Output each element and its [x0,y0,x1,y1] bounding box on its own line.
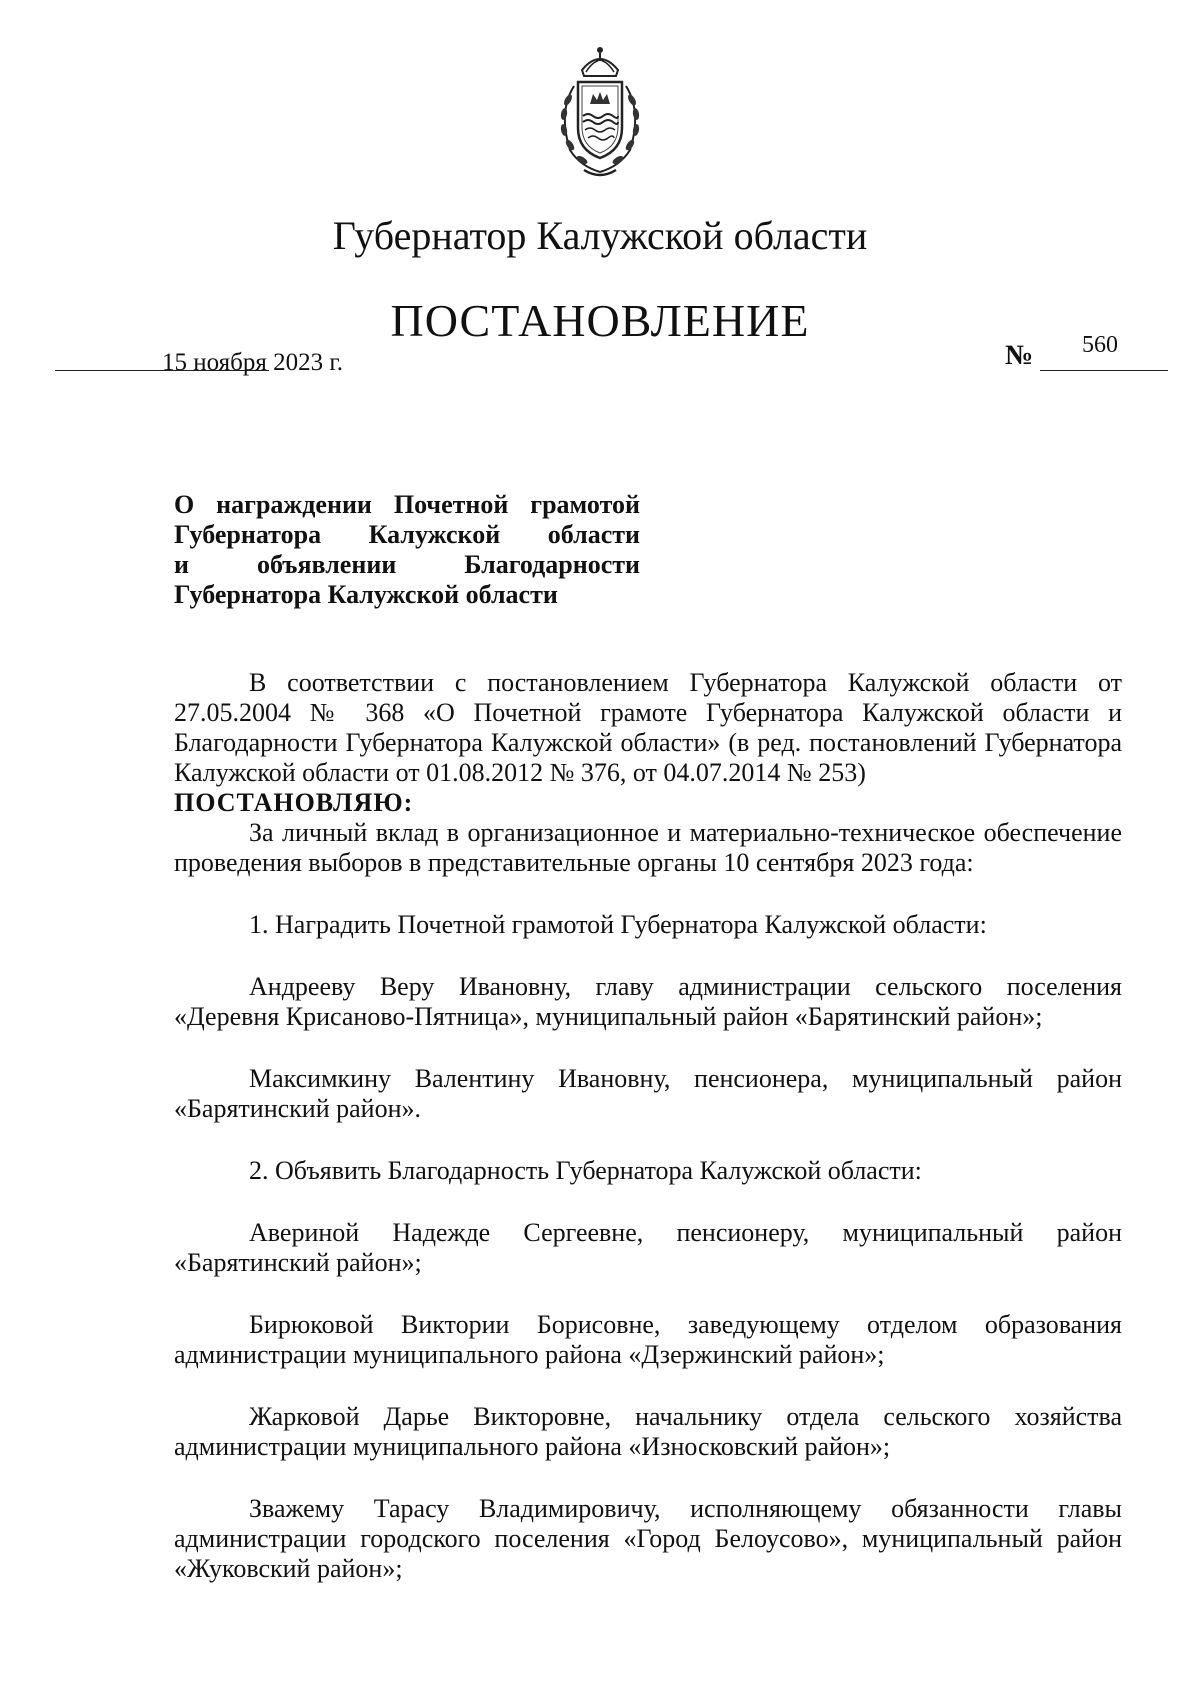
awardee-paragraph: Авериной Надежде Сергеевне, пенсионеру, муниципальный район «Барятинский район»; [174,1218,1122,1277]
subject-line: Губернатора Калужской области [174,520,640,549]
item-2-heading: 2. Объявить Благодарность Губернатора Калужской области: [249,1156,922,1185]
document-date: 15 ноября 2023 г. [162,349,344,376]
document-number: 560 [1082,332,1118,358]
awardee-paragraph: Жарковой Дарье Викторовне, начальнику отдела сельского хозяйства администрации муниципального района «Износковский район»; [174,1402,1122,1461]
document-body [174,668,1122,1584]
awardee-paragraph: Максимкину Валентину Ивановну, пенсионера, муниципальный район «Барятинский район». [174,1064,1122,1123]
number-sign: № [1005,340,1034,371]
document-type: ПОСТАНОВЛЕНИЕ [390,295,810,346]
awardee-paragraph: Зважему Тарасу Владимировичу, исполняющему обязанности главы администрации городского поселения «Город Белоусово», муниципальный район «Жуковский район»; [174,1494,1122,1583]
subject-line: Губернатора Калужской области [174,580,558,609]
reason-paragraph: За личный вклад в организационное и материально-техническое обеспечение проведения выборов в представительные органы 10 сентября 2023 года: [174,818,1122,877]
awardee-paragraph: Андрееву Веру Ивановну, главу администрации сельского поселения «Деревня Крисаново-Пятница», муниципальный район «Барятинский район»; [174,972,1122,1031]
awardee-paragraph: Бирюковой Виктории Борисовне, заведующему отделом образования администрации муниципального района «Дзержинский район»; [174,1310,1122,1369]
coat-of-arms-icon [540,42,660,182]
issuing-authority: Губернатор Калужской области [332,213,868,258]
decree-word: ПОСТАНОВЛЯЮ: [174,788,414,817]
number-underline [1040,370,1168,371]
item-1-heading: 1. Наградить Почетной грамотой Губернатора Калужской области: [249,910,987,939]
subject-line: О награждении Почетной грамотой [174,490,640,519]
preamble-paragraph: В соответствии с постановлением Губернатора Калужской области от 27.05.2004 № 368 «О Почетной грамоте Губернатора Калужской области и Благодарности Губернатора Калужской области» (в ред. постановлений Губернатора Калужской области от 01.08.2012 № 376, от 04.07.2014 № 253) [174,668,1122,787]
subject-line: и объявлении Благодарности [174,550,640,579]
document-subject [174,490,640,610]
